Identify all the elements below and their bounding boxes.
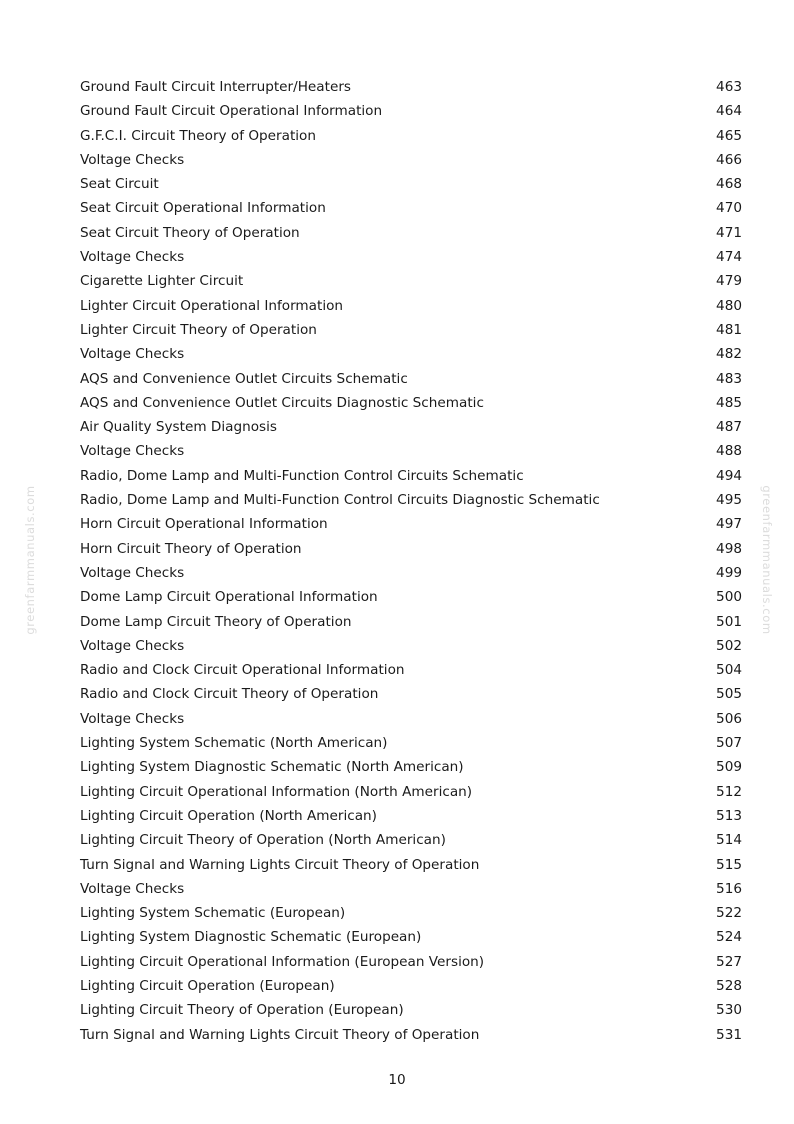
toc-entry-title: Seat Circuit Operational Information <box>80 200 326 217</box>
toc-entry-title: Lighting System Diagnostic Schematic (European) <box>80 929 422 946</box>
toc-entry <box>80 488 742 512</box>
toc-entry-page: 485 <box>716 394 742 411</box>
toc-entry-page: 527 <box>716 953 742 970</box>
toc-entry-title: AQS and Convenience Outlet Circuits Schematic <box>80 370 408 387</box>
toc-entry-title: Lighting Circuit Theory of Operation (European) <box>80 1002 404 1019</box>
toc-entry-title: Voltage Checks <box>80 346 185 363</box>
toc-entry <box>80 415 742 439</box>
toc-entry-page: 474 <box>716 249 742 266</box>
toc-entry-page: 507 <box>716 735 742 752</box>
toc-entry-page: 504 <box>716 662 742 679</box>
toc-entry-title: Lighting System Schematic (North American) <box>80 735 388 752</box>
toc-entry-title: Ground Fault Circuit Operational Information <box>80 103 383 120</box>
toc-entry-page: 481 <box>716 321 742 338</box>
toc-entry-title: Radio, Dome Lamp and Multi-Function Control Circuits Schematic <box>80 467 524 484</box>
toc-entry <box>80 367 742 391</box>
watermark-left: greenfarmmanuals.com <box>23 485 37 635</box>
toc-entry-title: Radio and Clock Circuit Theory of Operation <box>80 686 379 703</box>
toc-entry-page: 530 <box>716 1002 742 1019</box>
toc-entry-page: 465 <box>716 127 742 144</box>
toc-entry <box>80 998 742 1022</box>
toc-entry-page: 499 <box>716 564 742 581</box>
toc-entry-title: Air Quality System Diagnosis <box>80 419 277 436</box>
toc-entry <box>80 853 742 877</box>
toc-entry-title: Turn Signal and Warning Lights Circuit Theory of Operation <box>80 1026 480 1043</box>
toc-entry <box>80 925 742 949</box>
toc-entry-page: 509 <box>716 759 742 776</box>
toc-entry-title: Voltage Checks <box>80 880 185 897</box>
toc-entry-page: 470 <box>716 200 742 217</box>
toc-entry-title: Lighting Circuit Operational Information (European Version) <box>80 953 485 970</box>
toc-entry-title: Seat Circuit <box>80 176 159 193</box>
toc-entry <box>80 245 742 269</box>
toc-entry-title: Radio and Clock Circuit Operational Information <box>80 662 405 679</box>
toc-entry-page: 531 <box>716 1026 742 1043</box>
toc-entry-title: Voltage Checks <box>80 710 185 727</box>
toc-entry <box>80 780 742 804</box>
toc-entry-page: 488 <box>716 443 742 460</box>
toc-entry <box>80 99 742 123</box>
toc-entry-title: Voltage Checks <box>80 249 185 266</box>
toc-entry-page: 487 <box>716 419 742 436</box>
toc-entry-page: 495 <box>716 492 742 509</box>
toc-entry-title: Lighter Circuit Theory of Operation <box>80 321 317 338</box>
toc-entry-title: Lighting Circuit Theory of Operation (North American) <box>80 832 446 849</box>
toc-entry-page: 505 <box>716 686 742 703</box>
toc-entry-title: Voltage Checks <box>80 637 185 654</box>
toc-entry-page: 500 <box>716 589 742 606</box>
toc-entry-page: 506 <box>716 710 742 727</box>
toc-entry <box>80 439 742 463</box>
toc-entry <box>80 342 742 366</box>
toc-entry-page: 514 <box>716 832 742 849</box>
toc-entry <box>80 269 742 293</box>
toc-entry-title: Lighting Circuit Operation (North American) <box>80 807 377 824</box>
watermark-right: greenfarmmanuals.com <box>760 485 774 635</box>
toc-entry-title: Ground Fault Circuit Interrupter/Heaters <box>80 79 351 95</box>
toc-entry-page: 471 <box>716 224 742 241</box>
toc-entry <box>80 585 742 609</box>
toc-entry <box>80 196 742 220</box>
toc-entry <box>80 755 742 779</box>
toc-entry <box>80 682 742 706</box>
toc-entry-page: 468 <box>716 176 742 193</box>
toc-entry <box>80 512 742 536</box>
toc-entry-page: 498 <box>716 540 742 557</box>
toc-entry-title: G.F.C.I. Circuit Theory of Operation <box>80 127 316 144</box>
toc-entry <box>80 610 742 634</box>
table-of-contents <box>80 75 742 1047</box>
toc-entry <box>80 658 742 682</box>
toc-entry-page: 516 <box>716 880 742 897</box>
toc-entry <box>80 901 742 925</box>
toc-entry-title: Seat Circuit Theory of Operation <box>80 224 300 241</box>
toc-entry <box>80 974 742 998</box>
toc-entry-title: AQS and Convenience Outlet Circuits Diagnostic Schematic <box>80 394 484 411</box>
toc-entry <box>80 828 742 852</box>
toc-entry-page: 464 <box>716 103 742 120</box>
toc-entry-title: Voltage Checks <box>80 564 185 581</box>
toc-entry <box>80 318 742 342</box>
toc-entry <box>80 804 742 828</box>
toc-entry-page: 494 <box>716 467 742 484</box>
toc-entry <box>80 634 742 658</box>
toc-entry-title: Lighting System Diagnostic Schematic (North American) <box>80 759 464 776</box>
toc-entry <box>80 707 742 731</box>
toc-entry <box>80 877 742 901</box>
toc-entry-title: Voltage Checks <box>80 443 185 460</box>
toc-entry <box>80 731 742 755</box>
toc-entry-page: 482 <box>716 346 742 363</box>
toc-entry-title: Lighter Circuit Operational Information <box>80 297 344 314</box>
toc-entry <box>80 294 742 318</box>
toc-entry-page: 515 <box>716 856 742 873</box>
toc-entry <box>80 172 742 196</box>
toc-entry-page: 497 <box>716 516 742 533</box>
toc-entry <box>80 537 742 561</box>
toc-entry <box>80 124 742 148</box>
toc-entry-page: 501 <box>716 613 742 630</box>
toc-entry-page: 502 <box>716 637 742 654</box>
toc-entry-page: 513 <box>716 807 742 824</box>
toc-entry-page: 524 <box>716 929 742 946</box>
toc-entry-page: 466 <box>716 151 742 168</box>
toc-entry-title: Lighting Circuit Operation (European) <box>80 977 335 994</box>
toc-entry-page: 528 <box>716 977 742 994</box>
toc-entry-title: Voltage Checks <box>80 151 185 168</box>
page-number: 10 <box>388 1072 406 1088</box>
toc-entry <box>80 75 742 99</box>
toc-entry-title: Turn Signal and Warning Lights Circuit Theory of Operation <box>80 856 480 873</box>
toc-entry-page: 512 <box>716 783 742 800</box>
toc-entry <box>80 1023 742 1047</box>
toc-entry-title: Dome Lamp Circuit Theory of Operation <box>80 613 352 630</box>
toc-entry <box>80 950 742 974</box>
toc-entry-page: 463 <box>716 79 742 95</box>
toc-entry-page: 479 <box>716 273 742 290</box>
toc-entry-page: 480 <box>716 297 742 314</box>
toc-entry-page: 522 <box>716 905 742 922</box>
toc-entry-title: Horn Circuit Operational Information <box>80 516 328 533</box>
toc-entry-title: Lighting System Schematic (European) <box>80 905 346 922</box>
toc-entry <box>80 561 742 585</box>
toc-entry <box>80 221 742 245</box>
toc-entry <box>80 391 742 415</box>
toc-entry <box>80 464 742 488</box>
toc-entry-page: 483 <box>716 370 742 387</box>
toc-entry <box>80 148 742 172</box>
toc-entry-title: Lighting Circuit Operational Information (North American) <box>80 783 473 800</box>
toc-entry-title: Horn Circuit Theory of Operation <box>80 540 302 557</box>
toc-entry-title: Radio, Dome Lamp and Multi-Function Control Circuits Diagnostic Schematic <box>80 492 600 509</box>
toc-entry-title: Cigarette Lighter Circuit <box>80 273 244 290</box>
toc-entry-title: Dome Lamp Circuit Operational Information <box>80 589 378 606</box>
